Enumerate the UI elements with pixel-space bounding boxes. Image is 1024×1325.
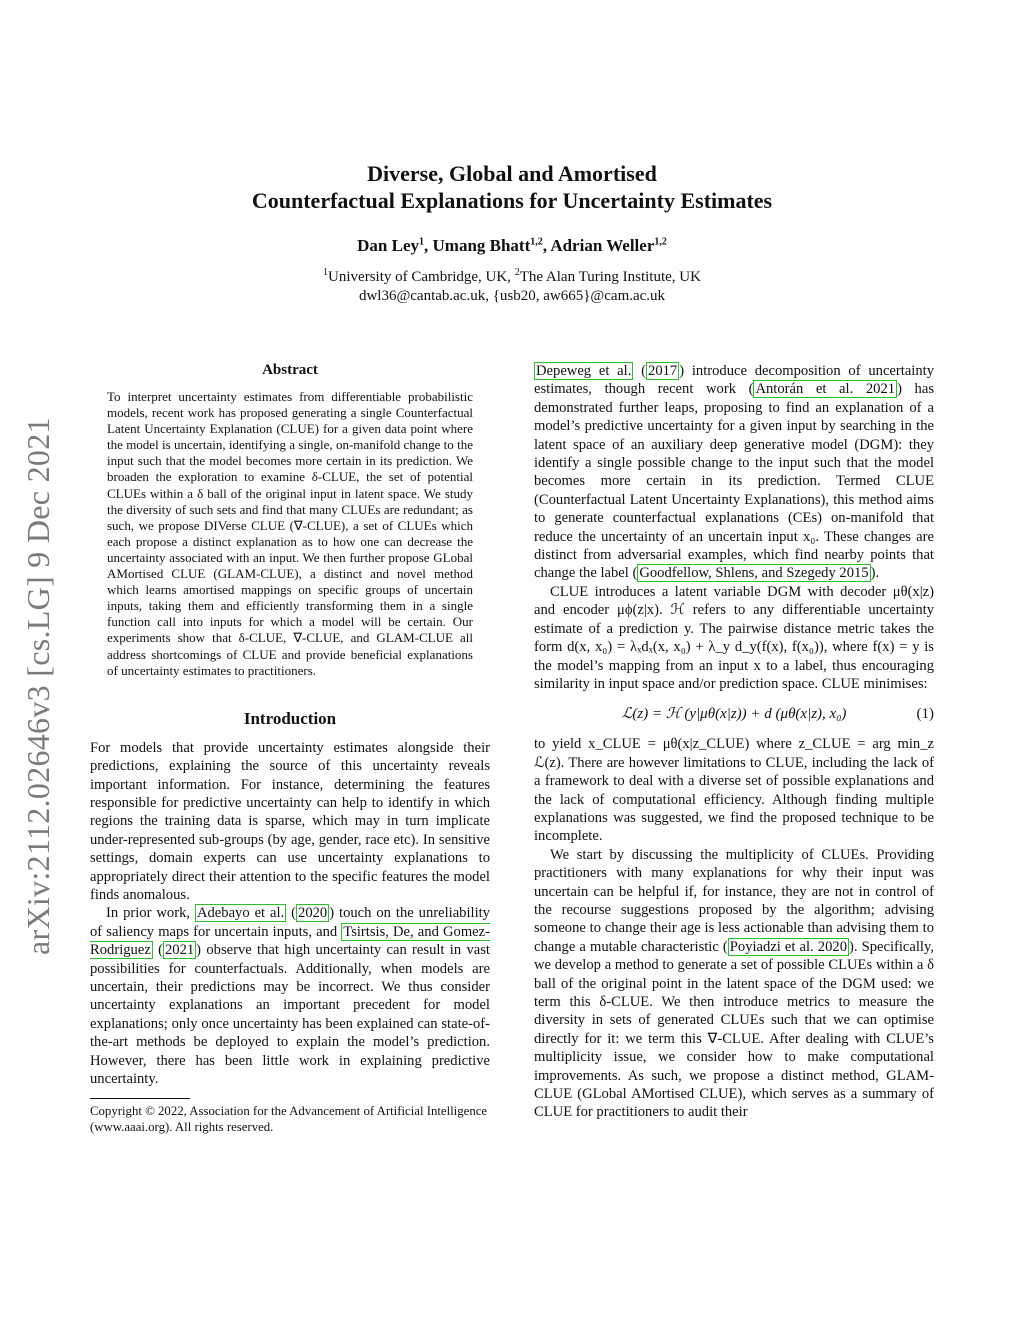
author-name: Umang Bhatt bbox=[432, 236, 531, 255]
citation-year-link[interactable]: 2017 bbox=[648, 363, 678, 379]
right-paragraph-2: CLUE introduces a latent variable DGM with decoder μθ(x|z) and encoder μϕ(z|x). ℋ refers to any differentiable uncertainty estimate of a prediction y. The pairwise distance metric takes the form d(x, x₀) = λₓdₓ(x, x₀) + λ_y d_y(f(x), f(x₀)), where f(x) = y is the model’s mapping from an input x to a label, thus encouraging similarity in input space and/or prediction space. CLUE minimises: bbox=[534, 583, 934, 692]
introduction-heading: Introduction bbox=[243, 708, 337, 728]
citation-link[interactable]: Depeweg et al. bbox=[536, 363, 632, 379]
citation-link[interactable]: Goodfellow, Shlens, and Szegedy 2015 bbox=[639, 565, 869, 582]
citation-year-link[interactable]: 2021 bbox=[164, 942, 195, 959]
right-paragraph-4: We start by discussing the multiplicity of CLUEs. Providing practitioners with many explanations for why their input was uncertain can be helpful if, for instance, they are not in control of the recourse suggestions proposed by the algorithm; advising someone to change their age is less actionable than advising them to change a mutable characteristic ( Poyiadzi et al. 2020 ). Specifically, we develop a method to generate a set of possible CLUEs within a δ ball of the original point in the latent space of the DGM used: we term this δ-CLUE. We then introduce metrics to measure the diversity in sets of generated CLUEs such that we can optimise directly for it: we term this ∇-CLUE. After dealing with CLUE’s multiplicity issue, we consider how to make computational improvements. As such, we propose a distinct method, GLAM-CLUE (GLobal AMortised CLUE), which serves as a summary of CLUE for practitioners to audit their bbox=[534, 846, 934, 1121]
right-paragraph-3: to yield x_CLUE = μθ(x|z_CLUE) where z_CLUE = arg min_z ℒ(z). There are however limitations to CLUE, including the lack of a framework to deal with a diverse set of possible explanations and the lack of computational efficiency. Although finding multiple explanations was suggested, we find the proposed technique to be incomplete. bbox=[534, 736, 934, 845]
author-affil-mark: 1 bbox=[419, 236, 424, 248]
author-name: Dan Ley bbox=[357, 236, 419, 255]
right-column bbox=[534, 362, 934, 1122]
intro-paragraph-1: For models that provide uncertainty estimates alongside their predictions, explaining the source of this uncertainty reveals important information. For instance, determining the features responsible for predictive uncertainty can help to identify in which regions the training data is sparse, which may in turn implicate under-represented sub-groups (by age, gender, race etc). In sensitive settings, domain experts can use uncertainty explanations to appropriately direct their attention to the specific features the model finds anomalous. bbox=[90, 739, 490, 903]
citation-link[interactable]: Tsirtsis, De, and Gomez-Rodriguez bbox=[90, 923, 490, 959]
citation-link[interactable]: Antorán et al. 2021 bbox=[755, 381, 896, 398]
citation-link[interactable]: Poyiadzi et al. 2020 bbox=[729, 938, 847, 955]
abstract-heading: Abstract bbox=[262, 362, 318, 378]
abstract-text: To interpret uncertainty estimates from differentiable probabilistic models, recent work has proposed generating a single Counterfactual Latent Uncertainty Explanation (CLUE) for a given data point where the model is uncertain, identifying a single, on-manifold change to the input such that the model becomes more certain in its prediction. We broaden the exploration to examine δ-CLUE, the set of potential CLUEs within a δ ball of the original input in latent space. We study the diversity of such sets and find that many CLUEs are redundant; as such, we propose DIVerse CLUE (∇-CLUE), a set of CLUEs which each propose a distinct explanation as to how one can decrease the uncertainty associated with an input. We then further propose GLobal AMortised CLUE (GLAM-CLUE), a distinct and novel method which learns amortised mappings on specific groups of uncertain inputs, taking them and efficiently transforming them in a single function call into inputs for which a model will be certain. Our experiments show that δ-CLUE, ∇-CLUE, and GLAM-CLUE all address shortcomings of CLUE and provide beneficial explanations of uncertainty estimates to practitioners. bbox=[107, 389, 473, 678]
title-line-2: Counterfactual Explanations for Uncertainty Estimates bbox=[251, 188, 773, 213]
left-column bbox=[90, 362, 490, 1135]
affiliations bbox=[0, 268, 1024, 306]
author-list: Dan Ley$^1$, Umang Bhatt$^{1,2}$, Adrian Weller$^{1,2}$ bbox=[357, 236, 667, 255]
equation-1 bbox=[534, 703, 934, 725]
copyright-footnote: Copyright © 2022, Association for the Advancement of Artificial Intelligence (www.aaai.org). All rights reserved. bbox=[90, 1104, 488, 1135]
equation-number: (1) bbox=[916, 706, 934, 723]
author-affil-mark: 1,2 bbox=[530, 236, 543, 248]
paper-title bbox=[0, 160, 1024, 214]
title-line-1: Diverse, Global and Amortised bbox=[367, 161, 657, 186]
author-emails: dwl36@cantab.ac.uk, {usb20, aw665}@cam.ac.uk bbox=[358, 288, 666, 304]
right-paragraph-1: Depeweg et al. ( 2017 ) introduce decomposition of uncertainty estimates, though recent work ( Antorán et al. 2021 ) has demonstrated further leaps, proposing to find an explanation of a model’s predictive uncertainty for a given input by searching in the latent space of an auxiliary deep generative model (DGM): they identify a single possible change to the input such that the model becomes more certain in its prediction. Termed CLUE (Counterfactual Latent Uncertainty Explanations), this method aims to generate counterfactual explanations (CEs) on-manifold that reduce the uncertainty of an uncertain input x₀. These changes are distinct from adversarial examples, which find nearby points that change the label ( Goodfellow, Shlens, and Szegedy 2015 ). bbox=[534, 363, 934, 582]
author-affil-mark: 1,2 bbox=[654, 236, 667, 248]
citation-link[interactable]: Adebayo et al. bbox=[196, 905, 285, 922]
author-name: Adrian Weller bbox=[550, 236, 655, 255]
footnote-divider bbox=[90, 1098, 190, 1099]
intro-paragraph-2: In prior work, Adebayo et al. ( 2020 ) touch on the unreliability of saliency maps for uncertain inputs, and Tsirtsis, De, and Gomez-Rodriguez ( 2021 ) observe that high uncertainty can result in vast possibilities for counterfactuals. Additionally, when models are uncertain, their predictions may be incorrect. We thus consider uncertainty explanations an important precedent for model explanations; only once uncertainty has been explained can state-of-the-art methods be deployed to explain the model’s prediction. However, there has been little work in explaining predictive uncertainty. bbox=[90, 905, 490, 1087]
institutions: $^1$University of Cambridge, UK, $^2$The Alan Turing Institute, UK bbox=[323, 267, 701, 285]
equation-body: ℒ(z) = ℋ (y|μθ(x|z)) + d (μθ(x|z), x₀) bbox=[621, 706, 847, 723]
arxiv-identifier: arXiv:2112.02646v3 [cs.LG] 9 Dec 2021 bbox=[20, 417, 56, 955]
citation-year-link[interactable]: 2020 bbox=[298, 905, 328, 922]
